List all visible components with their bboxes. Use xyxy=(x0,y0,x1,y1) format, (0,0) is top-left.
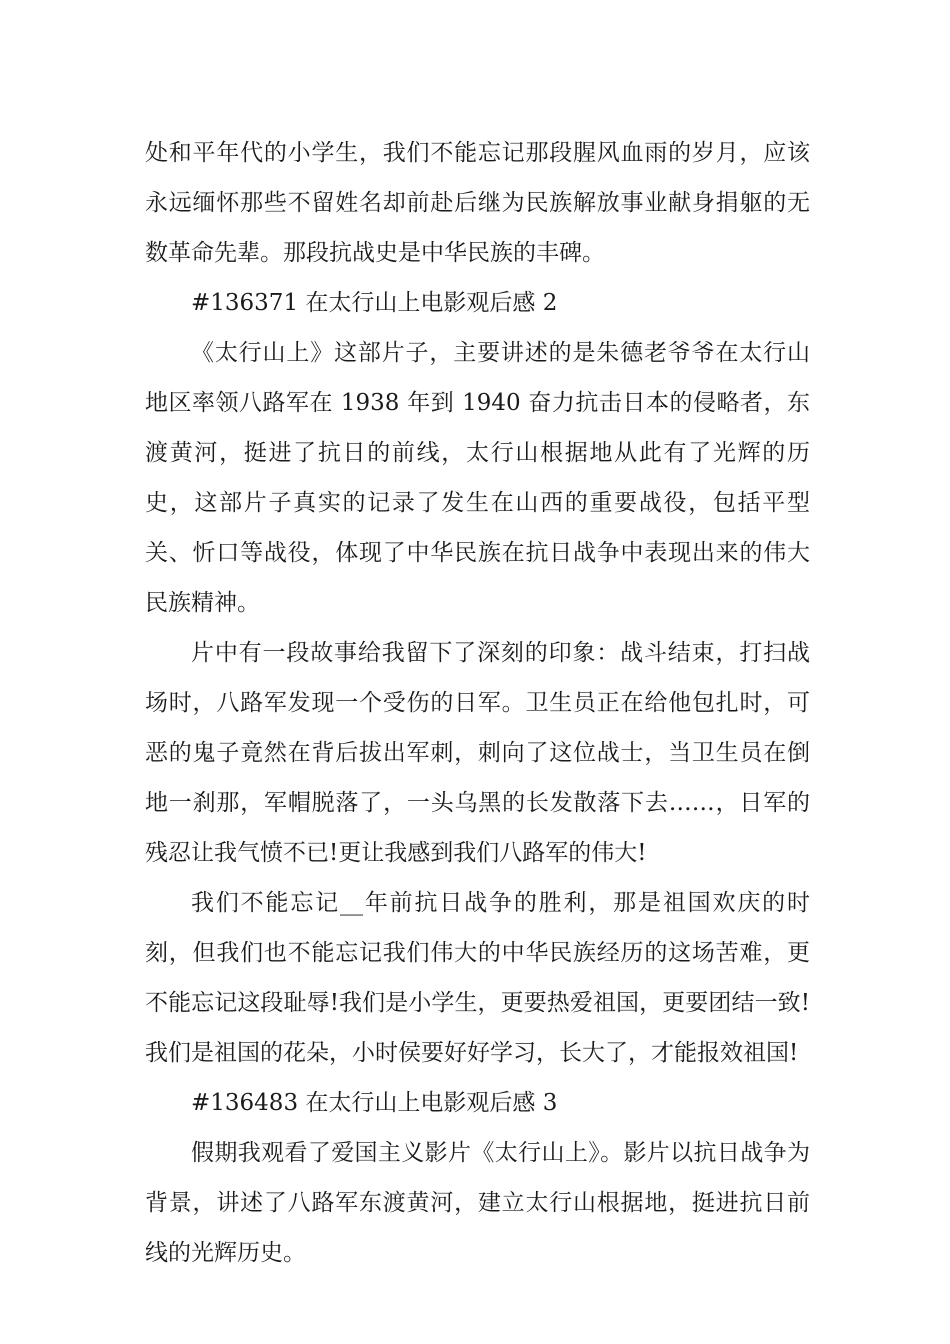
paragraph-3: 片中有一段故事给我留下了深刻的印象：战斗结束，打扫战场时，八路军发现一个受伤的日军。卫生员正在给他包扎时，可恶的鬼子竟然在背后拔出军刺，刺向了这位战士，当卫生员在倒地一刹那，军帽脱落了，一头乌黑的长发散落下去……，日军的残忍让我气愤不已!更让我感到我们八路军的伟大! xyxy=(145,640,810,866)
section-heading-2: #136371 在太行山上电影观后感 2 xyxy=(191,290,558,316)
paragraph-2: 《太行山上》这部片子，主要讲述的是朱德老爷爷在太行山地区率领八路军在 1938 年到 1940 奋力抗击日本的侵略者，东渡黄河，挺进了抗日的前线，太行山根据地从此有了光辉的历史，这部片子真实的记录了发生在山西的重要战役，包括平型关、忻口等战役，体现了中华民族在抗日战争中表现出来的伟大民族精神。 xyxy=(145,340,810,616)
paragraph-4: 我们不能忘记__年前抗日战争的胜利，那是祖国欢庆的时刻，但我们也不能忘记我们伟大的中华民族经历的这场苦难，更不能忘记这段耻辱!我们是小学生，更要热爱祖国，更要团结一致!我们是祖国的花朵，小时侯要好好学习，长大了，才能报效祖国! xyxy=(145,890,810,1066)
document-body xyxy=(145,128,810,1278)
paragraph-1: 处和平年代的小学生，我们不能忘记那段腥风血雨的岁月，应该永远缅怀那些不留姓名却前赴后继为民族解放事业献身捐躯的无数革命先辈。那段抗战史是中华民族的丰碑。 xyxy=(145,140,810,266)
section-heading-3: #136483 在太行山上电影观后感 3 xyxy=(191,1090,558,1116)
paragraph-5: 假期我观看了爱国主义影片《太行山上》。影片以抗日战争为背景，讲述了八路军东渡黄河，建立太行山根据地，挺进抗日前线的光辉历史。 xyxy=(145,1140,810,1266)
